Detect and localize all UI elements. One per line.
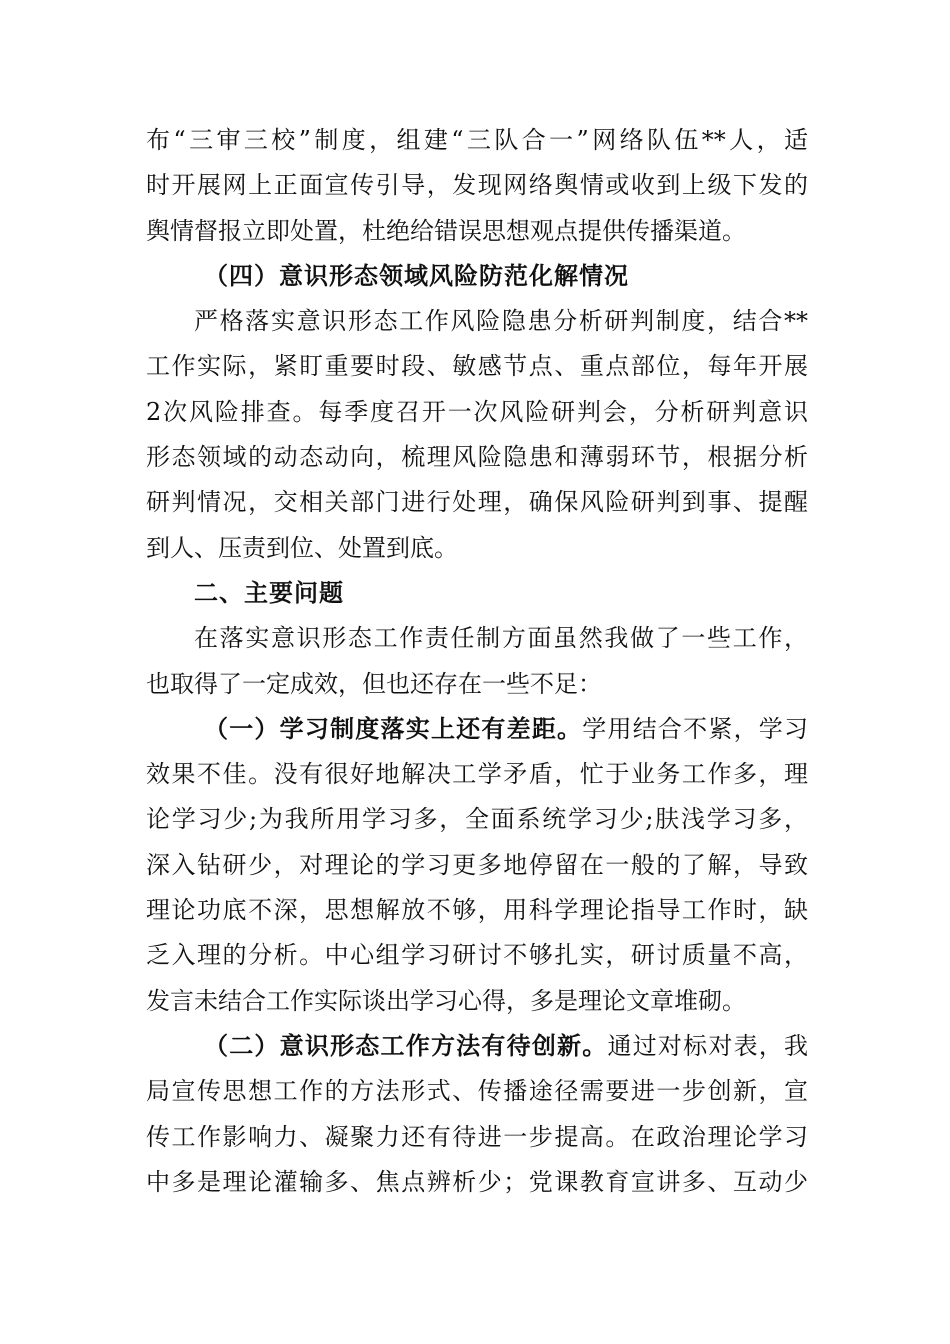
- text-line: 也取得了一定成效，但也还存在一些不足：: [146, 669, 602, 698]
- paragraph-study-system: [146, 707, 808, 1024]
- paragraph-work-methods: [146, 1024, 808, 1205]
- text-line: 布“三审三校”制度，组建“三队合一”网络队伍**人，适: [146, 126, 808, 154]
- paragraph-lead-heading: （一）学习制度落实上还有差距。: [204, 714, 583, 743]
- text-line: 理论功底不深，思想解放不够，用科学理论指导工作时，缺: [146, 896, 808, 925]
- text-line: 乏入理的分析。中心组学习研讨不够扎实，研讨质量不高，: [146, 941, 808, 970]
- paragraph-lead-rest: 通过对标对表，我: [607, 1031, 808, 1060]
- paragraph-lead-heading: （二）意识形态工作方法有待创新。: [204, 1031, 608, 1060]
- text-line: 时开展网上正面宣传引导，发现网络舆情或收到上级下发的: [146, 171, 808, 200]
- paragraph-lead-rest: 学用结合不紧，学习: [582, 714, 808, 743]
- text-line: 局宣传思想工作的方法形式、传播途径需要进一步创新，宣: [146, 1077, 808, 1106]
- text-line: 传工作影响力、凝聚力还有待进一步提高。在政治理论学习: [146, 1122, 808, 1151]
- text-line: 舆情督报立即处置，杜绝给错误思想观点提供传播渠道。: [146, 216, 746, 245]
- text-line: 严格落实意识形态工作风险隐患分析研判制度，结合**: [194, 307, 808, 336]
- text-line: 中多是理论灌输多、焦点辨析少；党课教育宣讲多、互动少: [146, 1167, 808, 1196]
- text-line: 效果不佳。没有很好地解决工学矛盾，忙于业务工作多，理: [146, 760, 808, 789]
- text-line: 2次风险排查。每季度召开一次风险研判会，分析研判意识: [146, 397, 808, 426]
- text-line: [146, 1024, 808, 1069]
- paragraph-intro-problems: [146, 616, 808, 707]
- text-line: 研判情况，交相关部门进行处理，确保风险研判到事、提醒: [146, 488, 808, 517]
- document-body: [146, 118, 808, 1205]
- text-line: 深入钻研少，对理论的学习更多地停留在一般的了解，导致: [146, 850, 808, 879]
- paragraph-risk-prevention: [146, 299, 808, 571]
- text-line: 工作实际，紧盯重要时段、敏感节点、重点部位，每年开展: [146, 352, 808, 381]
- text-line: [146, 707, 808, 752]
- text-line: 形态领域的动态动向，梳理风险隐患和薄弱环节，根据分析: [146, 443, 808, 472]
- text-line: 发言未结合工作实际谈出学习心得，多是理论文章堆砌。: [146, 986, 746, 1015]
- text-line: 到人、压责到位、处置到底。: [146, 533, 458, 562]
- paragraph-network-team: [146, 118, 808, 254]
- text-line: 在落实意识形态工作责任制方面虽然我做了一些工作，: [194, 624, 808, 653]
- section-heading-4: （四）意识形态领域风险防范化解情况: [204, 261, 629, 290]
- text-line: 论学习少;为我所用学习多，全面系统学习少;肤浅学习多，: [146, 805, 808, 834]
- section-heading-main-problems: 二、主要问题: [194, 578, 344, 607]
